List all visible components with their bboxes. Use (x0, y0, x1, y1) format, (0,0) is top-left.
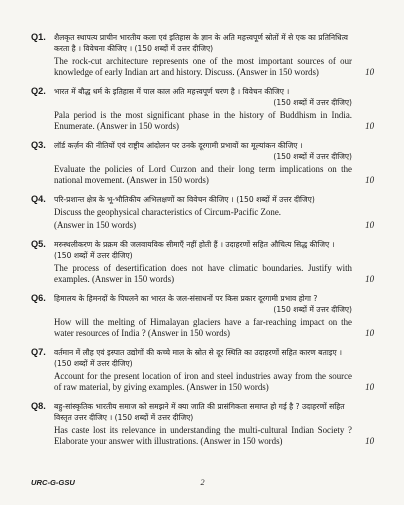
question-number: Q2. (31, 86, 46, 96)
question-6 (31, 293, 374, 339)
question-marks: 10 (365, 436, 374, 446)
question-english-text: Account for the present location of iron and steel industries away from the source of raw material, by giving examples. (Answer in 150 words) (54, 371, 352, 392)
question-body (54, 86, 374, 132)
question-body (54, 194, 374, 231)
question-english-text: Has caste lost its relevance in understanding the multi-cultural Indian Society ? Elaborate your answer with illustrations. (Answer in 150 words) (54, 425, 352, 446)
question-body (54, 347, 374, 393)
question-number: Q8. (31, 401, 46, 411)
question-english-text: Evaluate the policies of Lord Curzon and their long term implications on the national movement. (Answer in 150 words) (54, 164, 352, 185)
question-hindi-word-limit: (150 शब्दों में उत्तर दीजिए) (273, 98, 352, 107)
question-english-text: The process of desertification does not have climatic boundaries. Justify with examples. (Answer in 150 words) (54, 263, 352, 284)
question-hindi-text: मरुस्थलीकरण के प्रक्रम की जलवायविक सीमाएँ नहीं होती हैं । उदाहरणों सहित औचित्य सिद्ध कीजिए । (150 शब्दों में उत्तर दीजिए) (54, 240, 335, 260)
question-marks: 10 (365, 220, 374, 230)
question-5 (31, 239, 374, 285)
question-number: Q3. (31, 140, 46, 150)
question-body (54, 293, 374, 339)
question-number: Q4. (31, 194, 46, 204)
question-marks: 10 (365, 121, 374, 131)
question-2 (31, 86, 374, 132)
question-marks: 10 (365, 274, 374, 284)
question-english-text: How will the melting of Himalayan glaciers have a far-reaching impact on the water resources of India ? (Answer in 150 words) (54, 317, 352, 338)
question-number: Q7. (31, 347, 46, 357)
question-hindi-text: हिमालय के हिमनदों के पिघलने का भारत के जल-संसाधनों पर किस प्रकार दूरगामी प्रभाव होगा ? (54, 294, 318, 303)
question-1 (31, 32, 374, 78)
question-number: Q1. (31, 32, 46, 42)
page-number: 2 (200, 478, 205, 487)
question-body (54, 401, 374, 447)
question-hindi-text: भारत में बौद्ध धर्म के इतिहास में पाल काल अति महत्त्वपूर्ण चरण है । विवेचन कीजिए । (54, 87, 290, 96)
question-marks: 10 (365, 382, 374, 392)
question-3 (31, 140, 374, 186)
question-english-text: Pala period is the most significant phase in the history of Buddhism in India. Enumerate. (Answer in 150 words) (54, 110, 352, 131)
question-hindi-word-limit: (150 शब्दों में उत्तर दीजिए) (273, 152, 352, 161)
question-hindi-text: शैलकृत स्थापत्य प्राचीन भारतीय कला एवं इतिहास के ज्ञान के अति महत्त्वपूर्ण स्रोतों में से एक का प्रतिनिधित्व करता है । विवेचना कीजिए । (150 शब्दों में उत्तर दीजिए) (54, 33, 348, 53)
question-hindi-text: बहु-सांस्कृतिक भारतीय समाज को समझने में क्या जाति की प्रासंगिकता समाप्त हो गई है ? उदाहरणों सहित विस्तृत उत्तर दीजिए । (150 शब्दों में उत्तर दीजिए) (54, 402, 345, 422)
question-marks: 10 (365, 328, 374, 338)
question-marks: 10 (365, 175, 374, 185)
paper-code: URC-G-GSU (31, 478, 75, 487)
question-number: Q5. (31, 239, 46, 249)
question-7 (31, 347, 374, 393)
question-body (54, 140, 374, 186)
question-4 (31, 194, 374, 231)
question-body (54, 239, 374, 285)
question-body (54, 32, 374, 78)
question-hindi-word-limit: (150 शब्दों में उत्तर दीजिए) (273, 305, 352, 314)
question-hindi-text: परि-प्रशान्त क्षेत्र के भू-भौतिकीय अभिलक्षणों का विवेचन कीजिए । (150 शब्दों में उत्तर दीजिए) (54, 195, 315, 204)
question-english-word-limit: (Answer in 150 words) (54, 220, 137, 230)
question-8 (31, 401, 374, 447)
question-english-text: Discuss the geophysical characteristics of Circum-Pacific Zone. (54, 207, 281, 217)
question-hindi-text: लॉर्ड कर्ज़न की नीतियों एवं राष्ट्रीय आंदोलन पर उनके दूरगामी प्रभावों का मूल्यांकन कीजिए । (54, 141, 303, 150)
question-english-text: The rock-cut architecture represents one of the most important sources of our knowledge of early Indian art and history. Discuss. (Answer in 150 words) (54, 56, 352, 77)
page-footer (31, 478, 374, 487)
question-number: Q6. (31, 293, 46, 303)
question-hindi-text: वर्तमान में लौह एवं इस्पात उद्योगों की कच्चे माल के स्रोत से दूर स्थिति का उदाहरणों सहित कारण बताइए । (150 शब्दों में उत्तर दीजिए) (54, 348, 343, 368)
question-marks: 10 (365, 67, 374, 77)
